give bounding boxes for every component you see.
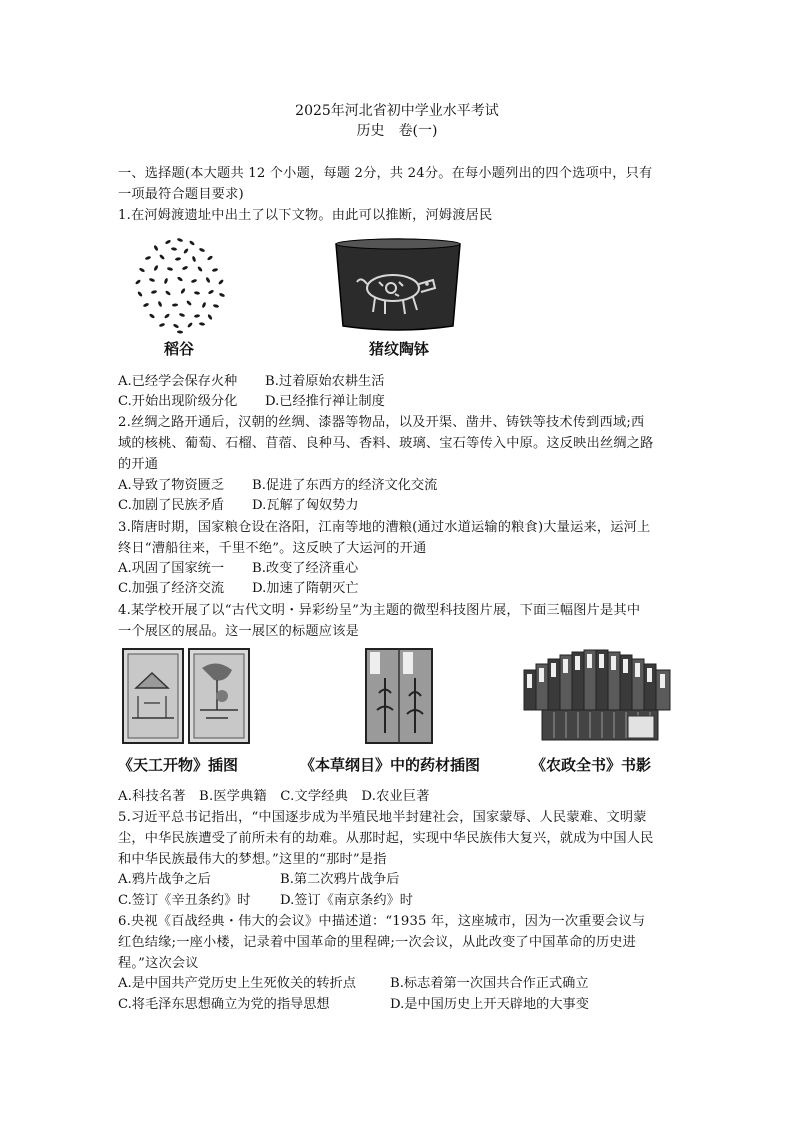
question-4-options: A.科技名著 B.医学典籍 C.文学经典 D.农业巨著 [118,789,430,804]
question-4-stem-line1: 4.某学校开展了以“古代文明・异彩纷呈”为主题的微型科技图片展，下面三幅图片是其中 [118,603,641,618]
question-6-option-a: A.是中国共产党历史上生死攸关的转折点 [118,976,356,991]
question-3-option-a: A.巩固了国家统一 [118,561,225,576]
question-5-option-c: C.签订《辛丑条约》时 [118,893,251,908]
question-5-stem-line2: 尘，中华民族遭受了前所未有的劫难。从那时起，实现中华民族伟大复兴，就成为中国人民 [118,831,654,846]
question-6-stem-line1: 6.央视《百战经典・伟大的会议》中描述道：“1935 年，这座城市，因为一次重要会议与 [118,914,646,929]
question-6-option-b: B.标志着第一次国共合作正式确立 [390,976,589,991]
question-1-option-c: C.开始出现阶级分化 [118,394,238,409]
caption-rice: 稻谷 [164,340,195,358]
question-2-option-c: C.加剧了民族矛盾 [118,498,225,513]
question-4-stem-line2: 一个展区的展品。这一展区的标题应该是 [118,624,359,639]
question-6-option-d: D.是中国历史上开天辟地的大事变 [390,997,589,1012]
question-1-option-b: B.过着原始农耕生活 [265,374,385,389]
caption-pottery: 猪纹陶钵 [369,340,430,358]
bencao-gangmu-illustration-image [365,648,433,744]
caption-bencao-gangmu: 《本草纲目》中的药材插图 [300,756,481,774]
question-6-stem-line3: 程。”这次会议 [118,956,199,971]
question-5-option-a: A.鸦片战争之后 [118,872,211,887]
question-2-option-b: B.促进了东西方的经济文化交流 [252,478,438,493]
question-2-stem-line1: 2.丝绸之路开通后，汉朝的丝绸、漆器等物品，以及开渠、凿井、铸铁等技术传到西域;西 [118,415,645,430]
question-5-stem-line1: 5.习近平总书记指出，“中国逐步成为半殖民地半封建社会，国家蒙辱、人民蒙难、文明蒙 [118,810,647,825]
exam-title: 2025年河北省初中学业水平考试 [295,103,499,119]
question-2-stem-line3: 的开通 [118,457,159,472]
question-1-option-a: A.已经学会保存火种 [118,374,238,389]
question-2-option-d: D.瓦解了匈奴势力 [252,498,359,513]
question-3-option-c: C.加强了经济交流 [118,581,225,596]
caption-tiangong-kaiwu: 《天工开物》插图 [118,756,239,774]
section-instructions-line1: 一、选择题(本大题共 12 个小题，每题 2分，共 24分。在每小题列出的四个选项中，只有 [118,166,653,181]
tiangong-kaiwu-illustration-image [122,648,250,744]
pig-pattern-pottery-bowl-image [333,236,463,334]
question-3-option-d: D.加速了隋朝灭亡 [252,581,359,596]
exam-subtitle: 历史 卷(一) [356,123,438,139]
rice-grains-image [128,232,232,336]
question-2-stem-line2: 域的核桃、葡萄、石榴、苜蓿、良种马、香料、玻璃、宝石等传入中原。这反映出丝绸之路 [118,436,654,451]
question-3-stem-line1: 3.隋唐时期，国家粮仓设在洛阳，江南等地的漕粮(通过水道运输的粮食)大量运来，运河上 [118,520,651,535]
question-6-option-c: C.将毛泽东思想确立为党的指导思想 [118,997,330,1012]
nongzheng-quanshu-books-image [522,644,674,744]
question-6-stem-line2: 红色结缘;一座小楼，记录着中国革命的里程碑;一次会议，从此改变了中国革命的历史进 [118,935,637,950]
section-instructions-line2: 一项最符合题目要求) [118,187,244,202]
question-2-option-a: A.导致了物资匮乏 [118,478,225,493]
question-1-stem: 1.在河姆渡遗址中出土了以下文物。由此可以推断，河姆渡居民 [118,208,493,223]
question-5-option-b: B.第二次鸦片战争后 [280,872,400,887]
question-3-option-b: B.改变了经济重心 [252,561,359,576]
question-5-stem-line3: 和中华民族最伟大的梦想。”这里的“那时”是指 [118,852,387,867]
question-5-option-d: D.签订《南京条约》时 [280,893,413,908]
question-3-stem-line2: 终日“漕船往来，千里不绝”。这反映了大运河的开通 [118,541,427,556]
question-1-option-d: D.已经推行禅让制度 [265,394,385,409]
caption-nongzheng-quanshu: 《农政全书》书影 [531,756,652,774]
